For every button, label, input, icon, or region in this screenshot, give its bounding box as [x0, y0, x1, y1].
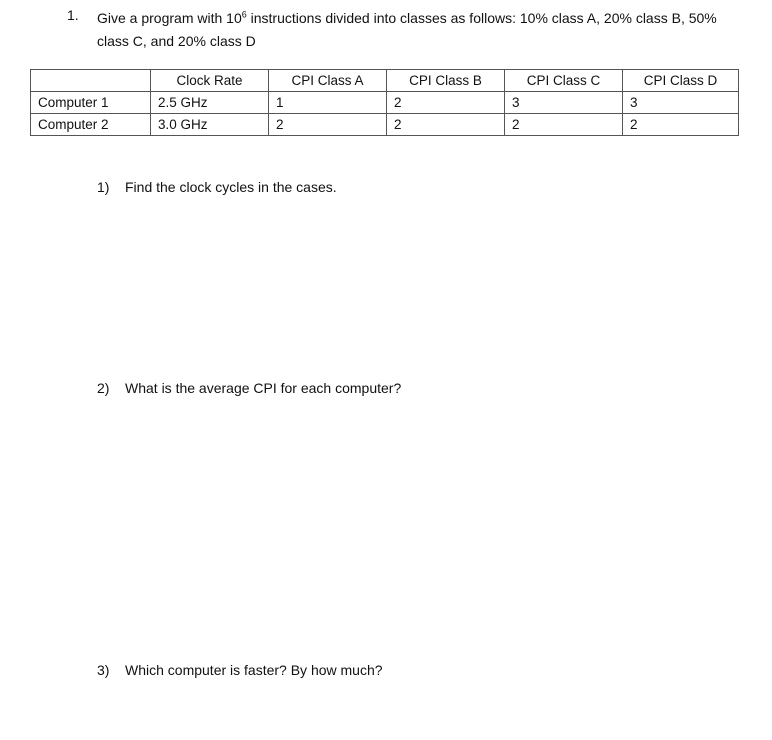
table-cell: 2 [387, 92, 505, 114]
table-header-cell: Clock Rate [151, 70, 269, 92]
table-row [31, 92, 739, 114]
table-row [31, 114, 739, 136]
table-cell: Computer 1 [31, 92, 151, 114]
table-header-cell: CPI Class B [387, 70, 505, 92]
table-cell: 3 [505, 92, 623, 114]
table-cell: 2 [387, 114, 505, 136]
cpi-table [30, 69, 739, 136]
question-text-after-exponent: instructions divided into classes as follows: 10% class A, 20% class B, 50% class C, and 20% class D [97, 10, 717, 49]
question-number: 1. [67, 7, 79, 23]
subquestion-text: Find the clock cycles in the cases. [125, 179, 337, 195]
table-cell: 2 [505, 114, 623, 136]
table-header-cell [31, 70, 151, 92]
question-text-before-exponent: Give a program with 10 [97, 10, 242, 26]
subquestion-text: Which computer is faster? By how much? [125, 662, 383, 678]
table-cell: 2.5 GHz [151, 92, 269, 114]
table-header-cell: CPI Class C [505, 70, 623, 92]
table-header-cell: CPI Class A [269, 70, 387, 92]
table-cell: 3 [623, 92, 739, 114]
subquestion-text: What is the average CPI for each computer? [125, 380, 402, 396]
table-header-row [31, 70, 739, 92]
subquestion-number: 2) [97, 380, 110, 396]
subquestion-number: 3) [97, 662, 110, 678]
table-cell: 2 [623, 114, 739, 136]
table-cell: 2 [269, 114, 387, 136]
subquestion-number: 1) [97, 179, 110, 195]
question-text [97, 7, 737, 53]
table-header-cell: CPI Class D [623, 70, 739, 92]
table-cell: Computer 2 [31, 114, 151, 136]
table-cell: 3.0 GHz [151, 114, 269, 136]
table-cell: 1 [269, 92, 387, 114]
question-exponent: 6 [241, 9, 247, 20]
